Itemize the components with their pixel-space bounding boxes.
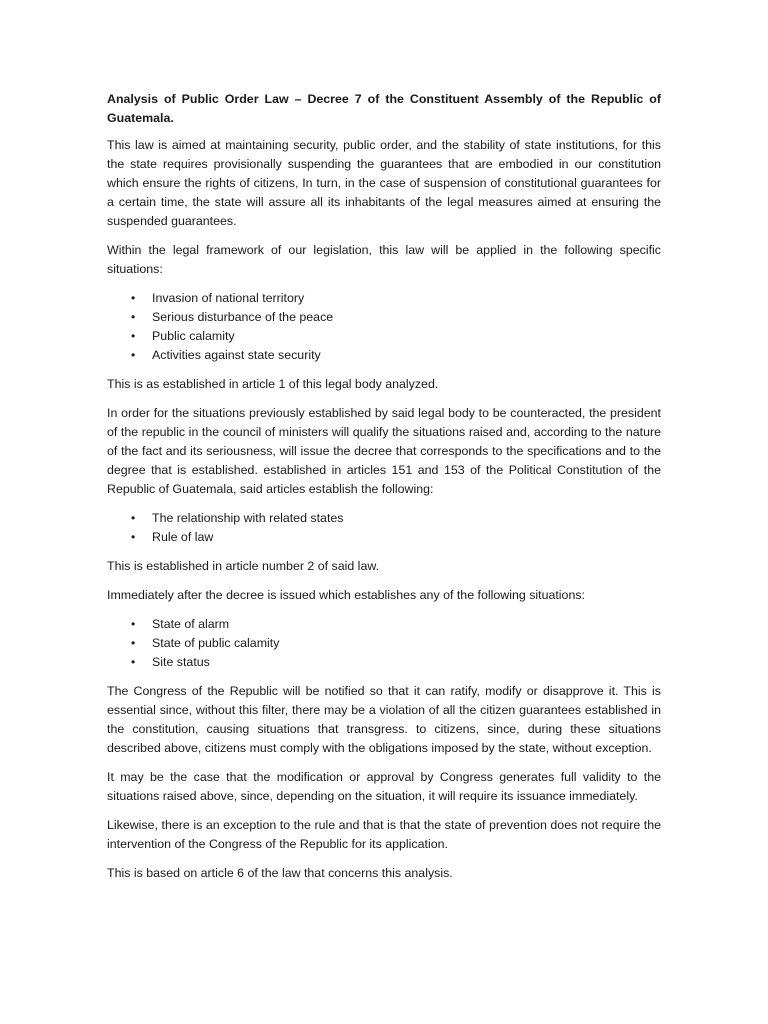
- bullet-icon: •: [131, 348, 136, 362]
- document-page: [107, 90, 661, 893]
- bullet-icon: •: [131, 310, 136, 324]
- bullet-icon: •: [131, 655, 136, 669]
- list-item: • Site status: [152, 653, 661, 672]
- articles-list: [107, 509, 661, 547]
- list-item: • Public calamity: [152, 327, 661, 346]
- paragraph-article-6: This is based on article 6 of the law that concerns this analysis.: [107, 866, 453, 880]
- list-item: • The relationship with related states: [152, 509, 661, 528]
- situations-list: [107, 289, 661, 365]
- states-list: [107, 615, 661, 672]
- list-item: • State of public calamity: [152, 634, 661, 653]
- bullet-icon: •: [131, 511, 136, 525]
- paragraph-intro: This law is aimed at maintaining security, public order, and the stability of state institutions, for this the state requires provisionally suspending the guarantees that are embodied in our constitution which ensure the rights of citizens, In turn, in the case of suspension of constitutional guarantees for a certain time, the state will assure all its inhabitants of the legal measures aimed at ensuring the suspended guarantees.: [107, 138, 661, 228]
- bullet-icon: •: [131, 636, 136, 650]
- paragraph-counteract: In order for the situations previously established by said legal body to be counteracted, the president of the republic in the council of ministers will qualify the situations raised and, according to the nature of the fact and its seriousness, will issue the decree that corresponds to the specifications and to the degree that is established. established in articles 151 and 153 of the Political Constitution of the Republic of Guatemala, said articles establish the following:: [107, 406, 661, 496]
- document-title: Analysis of Public Order Law – Decree 7 of the Constituent Assembly of the Republic of Guatemala.: [107, 92, 661, 125]
- list-item: • Activities against state security: [152, 346, 661, 365]
- list-item: • Serious disturbance of the peace: [152, 308, 661, 327]
- paragraph-decree: Immediately after the decree is issued which establishes any of the following situations:: [107, 588, 585, 602]
- list-item: • State of alarm: [152, 615, 661, 634]
- paragraph-exception: Likewise, there is an exception to the rule and that is that the state of prevention does not require the intervention of the Congress of the Republic for its application.: [107, 818, 661, 851]
- paragraph-validity: It may be the case that the modification or approval by Congress generates full validity to the situations raised above, since, depending on the situation, it will require its issuance immediately.: [107, 770, 661, 803]
- paragraph-framework: Within the legal framework of our legislation, this law will be applied in the following specific situations:: [107, 243, 661, 276]
- paragraph-congress: The Congress of the Republic will be notified so that it can ratify, modify or disapprove it. This is essential since, without this filter, there may be a violation of all the citizen guarantees established in the constitution, causing situations that transgress. to citizens, since, during these situations described above, citizens must comply with the obligations imposed by the state, without exception.: [107, 684, 661, 755]
- bullet-icon: •: [131, 291, 136, 305]
- paragraph-article-2: This is established in article number 2 of said law.: [107, 559, 380, 573]
- list-item: • Rule of law: [152, 528, 661, 547]
- list-item: • Invasion of national territory: [152, 289, 661, 308]
- paragraph-article-1: This is as established in article 1 of this legal body analyzed.: [107, 377, 439, 391]
- bullet-icon: •: [131, 617, 136, 631]
- bullet-icon: •: [131, 329, 136, 343]
- bullet-icon: •: [131, 530, 136, 544]
